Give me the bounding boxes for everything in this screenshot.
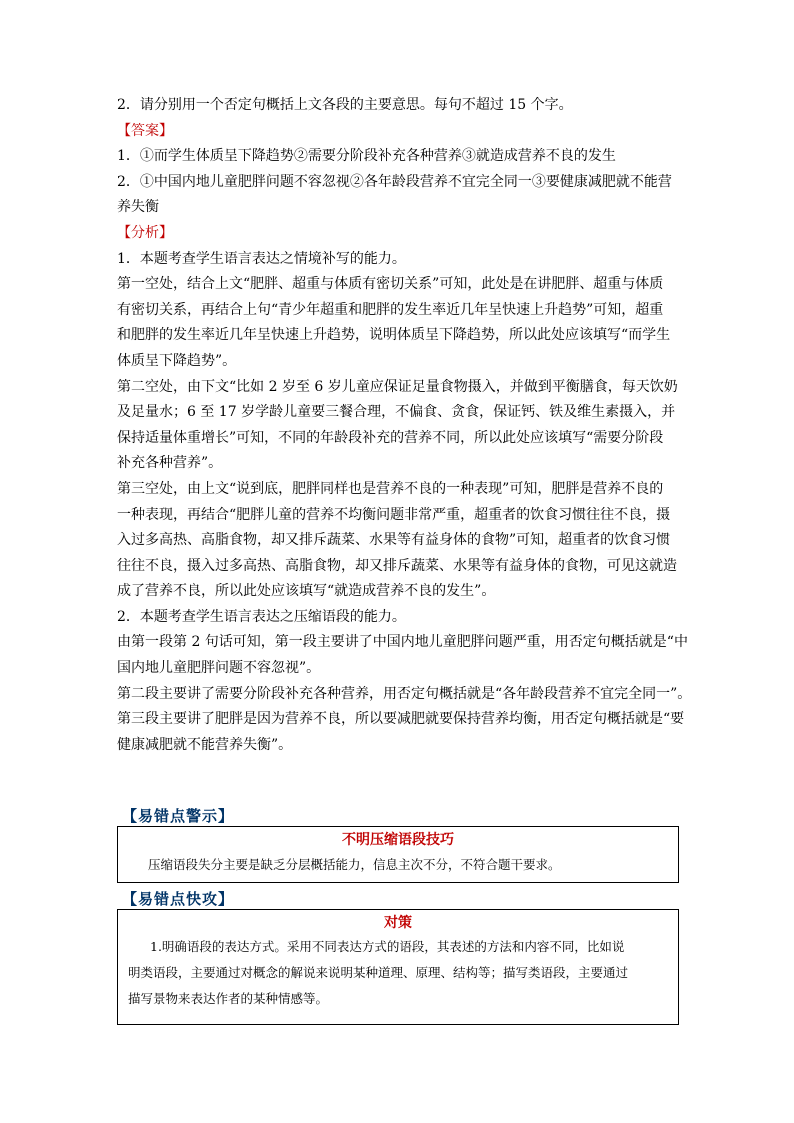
analysis-line: 2．本题考查学生语言表达之压缩语段的能力。 (117, 608, 406, 625)
answer-line: 养失衡 (117, 199, 159, 216)
analysis-line: 及足量水；6 至 17 岁学龄儿童要三餐合理，不偏食、贪食，保证钙、铁及维生素摄入，并 (117, 404, 676, 421)
analysis-line: 和肥胖的发生率近几年呈快速上升趋势，说明体质呈下降趋势，所以此处应该填写“而学生 (117, 327, 671, 344)
warning-heading: 【易错点警示】 (122, 807, 235, 825)
analysis-line: 1．本题考查学生语言表达之情境补写的能力。 (117, 250, 406, 267)
quick-heading: 【易错点快攻】 (122, 890, 235, 908)
strategy-line: 描写景物来表达作者的某种情感等。 (128, 991, 329, 1006)
warning-box-title: 不明压缩语段技巧 (342, 832, 454, 848)
answer-label: 【答案】 (117, 122, 173, 139)
analysis-line: 入过多高热、高脂食物，却又排斥蔬菜、水果等有益身体的食物”可知，超重者的饮食习惯 (117, 532, 671, 549)
strategy-line: 1.明确语段的表达方式。采用不同表达方式的语段，其表述的方法和内容不同，比如说 (150, 939, 625, 954)
analysis-label: 【分析】 (117, 224, 173, 241)
analysis-line: 第二段主要讲了需要分阶段补充各种营养，用否定句概括就是“各年龄段营养不宜完全同一”。 (117, 685, 692, 702)
warning-box (117, 826, 679, 883)
analysis-line: 体质呈下降趋势”。 (117, 352, 237, 369)
strategy-line: 明类语段，主要通过对概念的解说来说明某种道理、原理、结构等；描写类语段，主要通过 (128, 965, 629, 980)
analysis-line: 补充各种营养”。 (117, 455, 223, 472)
analysis-line: 由第一段第 2 句话可知，第一段主要讲了中国内地儿童肥胖问题严重，用否定句概括就是“中 (117, 634, 688, 651)
main-content (117, 93, 692, 758)
analysis-line: 有密切关系，再结合上句“青少年超重和肥胖的发生率近几年呈快速上升趋势”可知，超重 (117, 301, 664, 318)
analysis-line: 往往不良，摄入过多高热、高脂食物，却又排斥蔬菜、水果等有益身体的食物，可见这就造 (117, 557, 677, 574)
analysis-line: 第一空处，结合上文“肥胖、超重与体质有密切关系”可知，此处是在讲肥胖、超重与体质 (117, 276, 664, 293)
analysis-line: 成了营养不良，所以此处应该填写“就造成营养不良的发生”。 (117, 583, 496, 600)
analysis-line: 一种表现，再结合“肥胖儿童的营养不均衡问题非常严重，超重者的饮食习惯往往不良，摄 (117, 506, 671, 523)
question-text: 2．请分别用一个否定句概括上文各段的主要意思。每句不超过 15 个字。 (117, 97, 573, 113)
strategy-box (117, 909, 679, 1025)
analysis-line: 第二空处，由下文“比如 2 岁至 6 岁儿童应保证足量食物摄入，并做到平衡膳食，每天饮奶 (117, 378, 678, 395)
analysis-line: 国内地儿童肥胖问题不容忽视”。 (117, 660, 321, 677)
answer-line: 1．①而学生体质呈下降趋势②需要分阶段补充各种营养③就造成营养不良的发生 (117, 148, 616, 165)
analysis-line: 第三空处，由上文“说到底，肥胖同样也是营养不良的一种表现”可知，肥胖是营养不良的 (117, 480, 664, 497)
analysis-line: 保持适量体重增长”可知，不同的年龄段补充的营养不同，所以此处应该填写“需要分阶段 (117, 429, 664, 446)
analysis-line: 健康减肥就不能营养失衡”。 (117, 736, 293, 753)
analysis-line: 第三段主要讲了肥胖是因为营养不良，所以要减肥就要保持营养均衡，用否定句概括就是“要 (117, 711, 685, 728)
answer-line: 2．①中国内地儿童肥胖问题不容忽视②各年龄段营养不宜完全同一③要健康减肥就不能营 (117, 173, 672, 190)
warning-box-text: 压缩语段失分主要是缺乏分层概括能力，信息主次不分，不符合题干要求。 (148, 857, 561, 872)
strategy-box-title: 对策 (384, 915, 412, 931)
